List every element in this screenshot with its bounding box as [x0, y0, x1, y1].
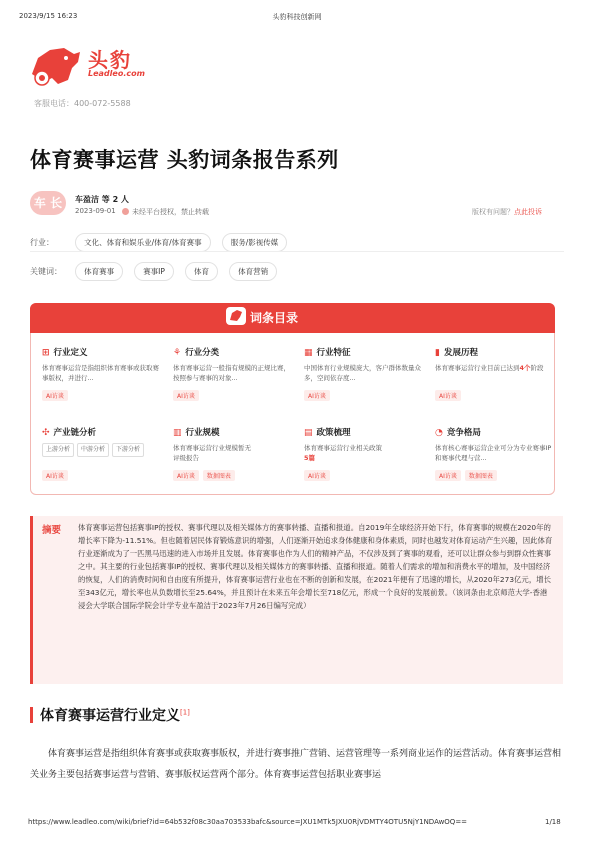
repost-notice-text: 未经平台授权，禁止转载: [132, 208, 209, 216]
leopard-logo-icon[interactable]: [28, 44, 84, 88]
dir-item-features[interactable]: [304, 346, 424, 402]
page-title: 体育赛事运营 头豹词条报告系列: [30, 148, 339, 172]
dir-item-title: 行业分类: [185, 348, 220, 358]
logo-text-cn: 头豹: [88, 48, 132, 72]
features-icon: ▦: [304, 348, 313, 358]
avatar: 车 长: [30, 191, 66, 215]
dir-item-title: 行业特征: [316, 348, 351, 358]
classification-icon: ⚘: [173, 348, 182, 358]
footer-url: https://www.leadleo.com/wiki/brief?id=64b532f08c30aa703533bafc&source=JXU1MTk5JXU0RjVDMTY4OTU5NjY1NDAwOQ==: [28, 818, 468, 826]
dir-item-desc-tail: 阶段: [530, 364, 544, 372]
competition-icon: ◔: [435, 428, 443, 438]
dir-item-chain[interactable]: [42, 426, 162, 482]
industry-tag[interactable]: 服务/影视传媒: [222, 233, 288, 252]
abstract-text: 体育赛事运营包括赛事IP的授权、赛事代理以及相关媒体方的赛事转播、直播和报道。自2019年全球经济开始下行，体育赛事的规模在2020年的增长率下降为-11.51%。但也随着居民体育锻炼意识的增强，人们逐渐开始追求身体健康和身体素质，同时也越发对体育运动产生兴趣，因此体育行业逐渐成为了一匹黑马迅速的进入市场并且发展。体育赛事也作为人们的精神产品，不仅涉及到了赛事的观看，还可以让群众参与到群众性赛事之中。其主要的行业包括赛事IP的授权、赛事代理以及相关媒体方的赛事转播、直播和报道。随着人们需求的增加和消费水平的增加，及中国经济的恢复，人们的消费时间和自由度有所提升，体育赛事运营行业也在不断的创新和发展，在2021年便有了迅速的增长，从2020年273亿元，增长至343亿元，增长率也从负数增长至25.64%，并且预计在未来五年会增长至718亿元，形成一个良好的发展前景。（该词条由北京师范大学-香港浸会大学联合国际学院会计学专业车盈洁于2023年7月26日编写完成）: [78, 523, 553, 610]
dir-item-title: 政策梳理: [316, 428, 351, 438]
dir-item-title: 行业规模: [185, 428, 220, 438]
dir-item-definition[interactable]: [42, 346, 162, 402]
section-title: [40, 705, 190, 725]
copyright-question: [472, 207, 542, 217]
ai-interview-pill[interactable]: AI访谈: [304, 470, 330, 481]
section-body: 体育赛事运营是指组织体育赛事或获取赛事版权，并进行赛事推广营销、运营管理等一系列商业运作的运营活动。体育赛事运营相关业务主要包括赛事运营与营销、赛事版权运营两个部分。体育赛事运营包括职业赛事运: [30, 749, 562, 780]
dir-item-desc: 体育赛事运营是指组织体育赛事或获取赛事版权，并进行...: [42, 364, 159, 382]
section-title-text: 体育赛事运营行业定义: [40, 708, 180, 724]
logo-text-en: Leadleo.com: [88, 69, 145, 78]
service-phone: 客服电话：400-072-5588: [34, 99, 131, 108]
stage-count: 4个: [519, 364, 531, 372]
dir-item-scale[interactable]: [173, 426, 293, 482]
footnote-ref[interactable]: [1]: [180, 708, 190, 717]
dir-item-desc-text: 体育赛事运营行业目前已达到: [435, 364, 520, 372]
dir-item-desc-text: 体育赛事运营行业相关政策: [304, 444, 382, 452]
dir-item-title: 行业定义: [53, 348, 88, 358]
keyword-tag[interactable]: 赛事IP: [134, 262, 174, 281]
dir-item-desc: [435, 363, 555, 383]
dir-item-desc: 体育核心赛事运营企业可分为专业赛事IP和赛事代理与营...: [435, 444, 552, 462]
dir-item-classification[interactable]: [173, 346, 293, 402]
chain-tag[interactable]: 上游分析: [42, 443, 74, 457]
dir-item-title: 发展历程: [443, 348, 478, 358]
policy-icon: ▤: [304, 428, 313, 438]
chain-tag[interactable]: 中游分析: [77, 443, 109, 457]
data-chart-pill[interactable]: 数据图表: [203, 470, 235, 481]
ai-interview-pill[interactable]: AI访谈: [435, 390, 461, 401]
ai-interview-pill[interactable]: AI访谈: [304, 390, 330, 401]
publish-date: 2023-09-01: [75, 207, 116, 215]
ai-interview-pill[interactable]: AI访谈: [173, 470, 199, 481]
policy-count: 5篇: [304, 454, 316, 462]
dir-item-title: 产业链分析: [53, 428, 97, 438]
keyword-label: 关键词：: [30, 267, 62, 276]
site-name: 头豹科技创新网: [272, 13, 322, 21]
author-names: 车盈洁 等 2 人: [75, 195, 129, 204]
abstract-accent-bar: [30, 516, 33, 684]
keyword-row: [30, 259, 283, 281]
warning-icon: [122, 208, 129, 215]
industry-row: [30, 230, 293, 252]
keyword-tag[interactable]: 体育赛事: [75, 262, 123, 281]
ai-interview-pill[interactable]: AI访谈: [42, 470, 68, 481]
directory-title: 词条目录: [250, 311, 299, 325]
dir-item-desc: 体育赛事运营行业规模暂无评级报告: [173, 444, 251, 462]
keyword-tag[interactable]: 体育营销: [229, 262, 277, 281]
keyword-tag[interactable]: 体育: [185, 262, 218, 281]
dir-item-title: 竞争格局: [446, 428, 481, 438]
leopard-small-icon: [226, 307, 246, 329]
industry-tag[interactable]: 文化、体育和娱乐业/体育/体育赛事: [75, 233, 211, 252]
chain-icon: ✣: [42, 428, 50, 438]
repost-notice: [122, 207, 209, 217]
dir-item-desc: [304, 443, 384, 463]
complain-link[interactable]: 点此投诉: [514, 208, 542, 216]
copyright-text: 版权有问题？: [472, 208, 514, 216]
ai-interview-pill[interactable]: AI访谈: [435, 470, 461, 481]
data-chart-pill[interactable]: 数据图表: [465, 470, 497, 481]
divider: [30, 251, 564, 252]
dir-item-competition[interactable]: [435, 426, 555, 482]
abstract-label: 摘要: [42, 525, 62, 536]
industry-label: 行业：: [30, 238, 54, 247]
scale-icon: ▥: [173, 428, 182, 438]
page-number: 1/18: [545, 818, 561, 826]
definition-icon: ⊞: [42, 348, 50, 358]
section-accent-bar: [30, 707, 33, 723]
dir-item-desc: 中国体育行业规模庞大，客户群体数量众多，空间依存度...: [304, 364, 421, 382]
dir-item-history[interactable]: [435, 346, 555, 402]
chain-tags: [42, 443, 162, 463]
history-icon: ▮: [435, 348, 440, 358]
print-datetime: 2023/9/15 16:23: [19, 12, 78, 20]
dir-item-desc: 体育赛事运营一般指有规模的正规比赛，按照参与赛事的对象...: [173, 364, 290, 382]
dir-item-policy[interactable]: [304, 426, 424, 482]
chain-tag[interactable]: 下游分析: [112, 443, 144, 457]
ai-interview-pill[interactable]: AI访谈: [42, 390, 68, 401]
ai-interview-pill[interactable]: AI访谈: [173, 390, 199, 401]
